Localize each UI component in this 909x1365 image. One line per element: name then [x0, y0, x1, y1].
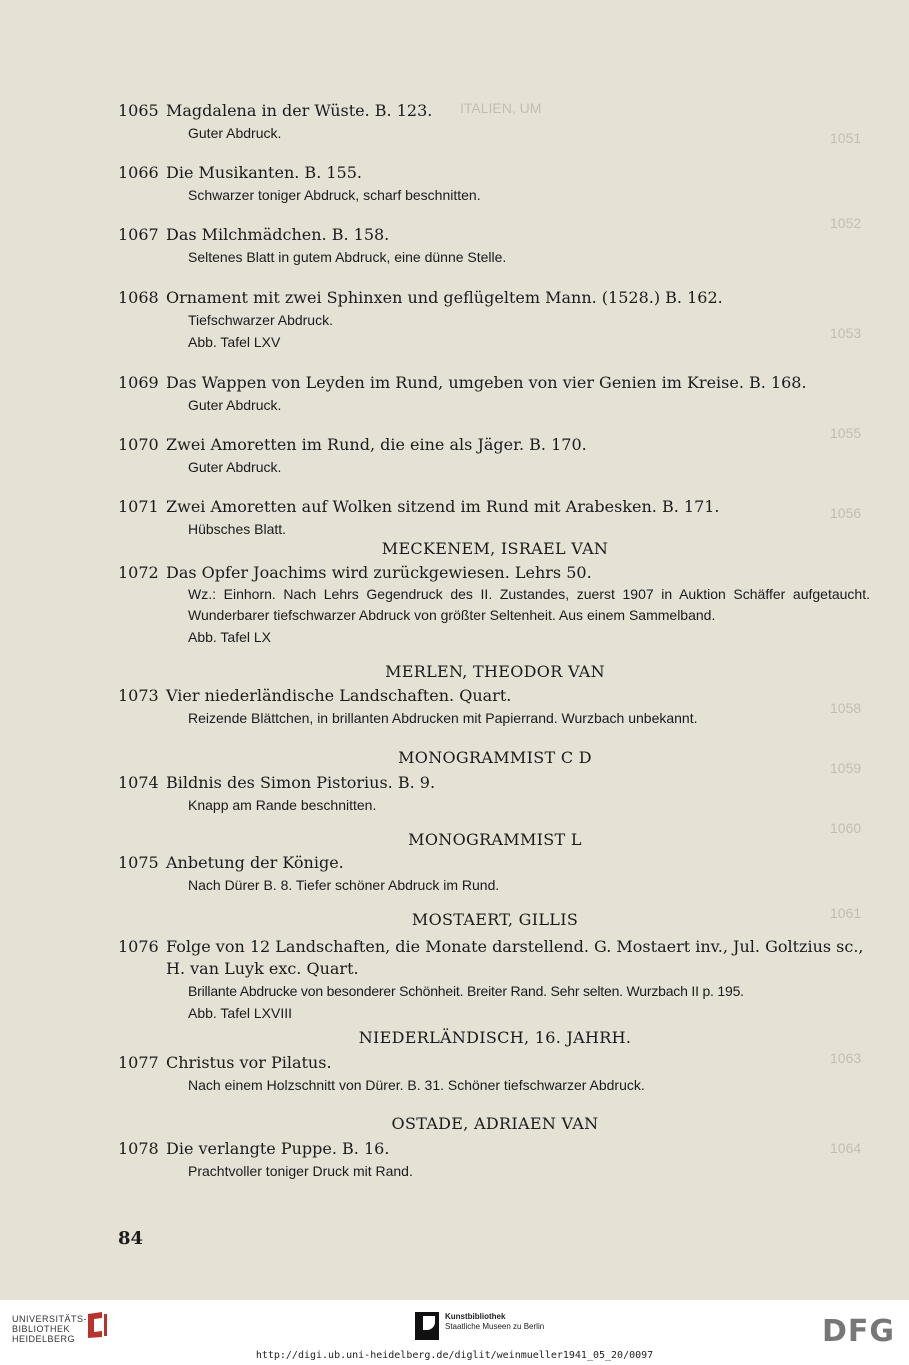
entry-number: 1067: [118, 225, 159, 244]
university-library-name-line: UNIVERSITÄTS-: [12, 1314, 88, 1324]
university-library-logo[interactable]: [12, 1314, 87, 1344]
entry-title: Zwei Amoretten im Rund, die eine als Jäger. B. 170.: [166, 435, 587, 454]
entry-title: Folge von 12 Landschaften, die Monate darstellend. G. Mostaert inv., Jul. Goltzius sc.,: [166, 937, 864, 956]
kunstbibliothek-subtitle: Staatliche Museen zu Berlin: [445, 1322, 545, 1331]
entry-plate-reference: Abb. Tafel LXVIII: [188, 1005, 293, 1021]
section-heading: NIEDERLÄNDISCH, 16. JAHRH.: [358, 1028, 632, 1047]
entry-title: Das Wappen von Leyden im Rund, umgeben von vier Genien im Kreise. B. 168.: [166, 373, 807, 392]
entry-number: 1076: [118, 937, 159, 956]
artist-heading: OSTADE, ADRIAEN VAN: [391, 1114, 599, 1133]
entry-title: Ornament mit zwei Sphinxen und geflügeltem Mann. (1528.) B. 162.: [166, 288, 723, 307]
catalog-entry: [118, 772, 870, 816]
catalog-entry: [118, 100, 870, 144]
page-number: 84: [118, 1228, 144, 1249]
entry-title: Magdalena in der Wüste. B. 123.: [166, 101, 433, 120]
artist-heading: MONOGRAMMIST L: [408, 830, 582, 849]
catalog-entry: [118, 562, 870, 648]
entry-title: Die verlangte Puppe. B. 16.: [166, 1139, 390, 1158]
catalog-entry: [118, 936, 870, 1024]
catalog-entry: [118, 852, 870, 896]
entry-number: 1068: [118, 288, 159, 307]
entry-number: 1070: [118, 435, 159, 454]
entry-title: Bildnis des Simon Pistorius. B. 9.: [166, 773, 436, 792]
entry-note: Schwarzer toniger Abdruck, scharf beschnitten.: [188, 187, 481, 203]
entry-title: Vier niederländische Landschaften. Quart.: [166, 686, 512, 705]
entry-note: Guter Abdruck.: [188, 459, 282, 475]
entry-note: Nach Dürer B. 8. Tiefer schöner Abdruck im Rund.: [188, 877, 500, 893]
artist-heading: MONOGRAMMIST C D: [398, 748, 592, 767]
entry-number: 1075: [118, 853, 159, 872]
entry-plate-reference: Abb. Tafel LX: [188, 629, 272, 645]
entry-note: Knapp am Rande beschnitten.: [188, 797, 377, 813]
university-library-name-line: BIBLIOTHEK: [12, 1324, 71, 1334]
entry-note: Seltenes Blatt in gutem Abdruck, eine dünne Stelle.: [188, 249, 507, 265]
entry-number: 1065: [118, 101, 159, 120]
show-through-text: ITALIEN, UM 1051 1052 1053 1055 1056 1058 1059 1060 1061 1063 1064: [460, 100, 862, 1156]
artist-heading: MOSTAERT, GILLIS: [411, 910, 579, 929]
entry-description: Wz.: Einhorn. Nach Lehrs Gegendruck des II. Zustandes, zuerst 1907 in Auktion Schäffer aufgetaucht. Wunderbarer tiefschwarzer Abdruck von größter Seltenheit. Aus einem Sammelband.: [188, 586, 870, 623]
artist-heading: MERLEN, THEODOR VAN: [385, 662, 605, 681]
viewer-footer: [0, 1300, 909, 1365]
entry-title: Die Musikanten. B. 155.: [166, 163, 362, 182]
permalink-url[interactable]: http://digi.ub.uni-heidelberg.de/diglit/weinmueller1941_05_20/0097: [255, 1350, 654, 1361]
catalog-entry: [118, 287, 870, 353]
entry-title: Christus vor Pilatus.: [166, 1053, 332, 1072]
heidelberg-emblem-icon: [84, 1310, 108, 1340]
catalog-entry: [118, 434, 870, 478]
entry-title-continued: H. van Luyk exc. Quart.: [166, 959, 359, 978]
entry-note: Hübsches Blatt.: [188, 521, 287, 537]
entry-title: Das Opfer Joachims wird zurückgewiesen. Lehrs 50.: [166, 563, 592, 582]
entry-number: 1072: [118, 563, 159, 582]
catalog-entry: [118, 372, 870, 416]
entry-number: 1078: [118, 1139, 159, 1158]
dfg-logo[interactable]: DFG: [821, 1314, 895, 1349]
entry-number: 1074: [118, 773, 159, 792]
kunstbibliothek-name: Kunstbibliothek: [445, 1312, 506, 1321]
entry-note: Reizende Blättchen, in brillanten Abdrucken mit Papierrand. Wurzbach unbekannt.: [188, 710, 698, 726]
entry-title: Das Milchmädchen. B. 158.: [166, 225, 390, 244]
university-library-name-line: HEIDELBERG: [12, 1334, 76, 1344]
entry-title: Anbetung der Könige.: [166, 853, 344, 872]
entry-number: 1077: [118, 1053, 159, 1072]
entry-note: Guter Abdruck.: [188, 125, 282, 141]
catalog-entry: [118, 224, 870, 268]
entry-note: Guter Abdruck.: [188, 397, 282, 413]
entry-number: 1071: [118, 497, 159, 516]
entry-note: Tiefschwarzer Abdruck.: [188, 312, 333, 328]
catalog-entry: [118, 496, 870, 540]
kunstbibliothek-icon: [415, 1312, 439, 1340]
entry-number: 1069: [118, 373, 159, 392]
entry-note: Brillante Abdrucke von besonderer Schönheit. Breiter Rand. Sehr selten. Wurzbach II p. 195.: [188, 983, 744, 999]
entry-number: 1073: [118, 686, 159, 705]
catalog-entry: [118, 685, 870, 729]
entry-number: 1066: [118, 163, 159, 182]
entry-title: Zwei Amoretten auf Wolken sitzend im Rund mit Arabesken. B. 171.: [166, 497, 720, 516]
catalog-entry: [118, 1052, 870, 1096]
entry-note: Prachtvoller toniger Druck mit Rand.: [188, 1163, 413, 1179]
catalog-entry: [118, 162, 870, 206]
entry-note: Nach einem Holzschnitt von Dürer. B. 31. Schöner tiefschwarzer Abdruck.: [188, 1077, 645, 1093]
artist-heading: MECKENEM, ISRAEL VAN: [381, 539, 609, 558]
catalog-entry: [118, 1138, 870, 1182]
entry-plate-reference: Abb. Tafel LXV: [188, 334, 281, 350]
